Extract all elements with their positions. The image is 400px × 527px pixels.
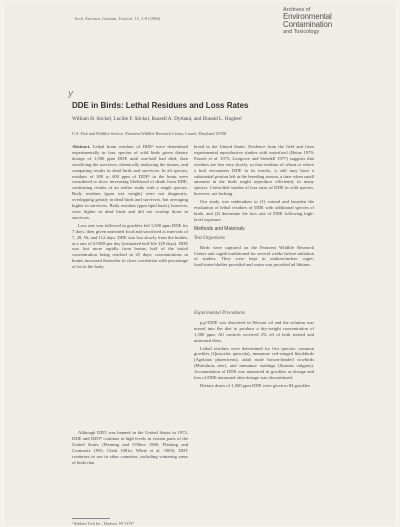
test-organisms-text: Birds were captured on the Patuxent Wildlife Research Center and caged/conditioned for several weeks before initiation of studies. They were kept in outdoor/indoor cages; food/water/shelter provided and water was provided ad libitum.: [194, 244, 314, 268]
footnote-divider: [72, 518, 110, 519]
document-page: [6, 4, 394, 526]
experimental-paragraph-1: p,p'-DDE was dissolved in Wesson oil and the solution was mixed into the diet to produce a dry-weight concentration of 1,500 ppm. All controls received 2% oil of both treated and untreated diets.: [194, 319, 314, 343]
introduction-paragraph: Although DDT was banned in the United States in 1972, DDE and DDT³ continue at high levels in certain parts of the United States (Fleming and O'Shea 1980; Fleming and Cromartie 1981; Clark 1981a; White et al. 1983). DDT continues in use in other countries, including wintering areas of birds that: [72, 430, 188, 465]
citation-line: Arch. Environ. Contam. Toxicol. 15, 1-8 (1986): [74, 16, 161, 21]
experimental-paragraph-3: Dietary doses of 1,500 ppm DDE were given to 84 grackles: [200, 382, 310, 388]
experimental-paragraph-2: Lethal residues were determined for five species: common grackles (Quiscalus quiscula), immature red-winged blackbirds (Agelaius phoeniceus), adult male brown-headed cowbirds (Molothrus ater), and immature starlings (Sturnus vulgaris). Accumulation of DDE was measured in grackles as dosage and loss of DDE measured after dosage was discontinued.: [194, 345, 314, 381]
abstract-paragraph-1: Lethal brain residues of DDE² were determined experimentally in four species of wild birds given dietary dosage of 1,500 ppm DDE until one-half had died, then sacrificing the survivors, chemically analyzing the tissues, and comparing results in dead birds and survivors. In all species, residues of 300 to 400 ppm of DDE³ in the brain were considered to show increasing likelihood of death from DDE, confirming results of an earlier study with a single species. Body residues (ppm wet weight) were not diagnostic, overlapping greatly in dead birds and survivors, but averaging higher in survivors. Body residues (ppm lipid basis), however, were higher in dead birds and did not overlap those in survivors.: [72, 144, 188, 220]
journal-logo-line3: Contamination: [283, 20, 332, 29]
journal-logo-line2: Environmental: [283, 12, 332, 21]
right-column-lower: [194, 308, 314, 391]
test-organisms-heading: Test Organisms: [194, 235, 225, 241]
affiliation-line: U.S. Fish and Wildlife Service, Patuxent Wildlife Research Center, Laurel, Maryland 20708: [72, 131, 227, 136]
abstract-paragraph-2: Loss rate was followed in grackles fed 1,500 ppm DDE for 7 days, then given untreated food and sacrificed at intervals of 7, 28, 56, and 112 days. DDE was lost slowly from the bodies, at a rate of 0.0058 per day (estimated half-life 229 days). DDE was lost more rapidly from brains, half of the initial concentration being reached in 25 days; concentrations in brains increased thereafter in close correlation with percentage of fat in the body.: [72, 222, 188, 270]
right-paragraph-1: breed in the United States. Evidence from the field and from experimental reproductive studies with waterfowl (Heinz 1979; Fassett et al. 1975; Longcore and Stendell 1977) suggests that residues are less very slowly, so that residues of wheat or where a bird encounters DDE in its travels, it still may have a substantial portion left at the breeding season, a time when small amounts in the birds might reproduce efficiently in many species. Controlled studies of loss rates of DDE in wild species, however, are lacking.: [194, 144, 314, 197]
abstract-label: Abstract.: [72, 144, 91, 149]
handwritten-mark: y: [68, 89, 74, 99]
right-column-upper: [194, 144, 314, 270]
left-column-introduction: [72, 430, 188, 467]
experimental-procedures-heading: Experimental Procedures: [194, 311, 245, 316]
journal-logo: [283, 7, 359, 35]
authors-line: William H. Stickel, Lucille F. Stickel, Russell A. Dyrland, and Donald L. Hughes¹: [72, 116, 243, 122]
methods-heading: Methods and Materials: [194, 225, 245, 232]
right-paragraph-2: Our study was undertaken to (1) extend and broaden the evaluation of lethal residues of DDE with additional species of birds, and (2) determine the loss rate of DDE following high-level exposure.: [194, 199, 314, 222]
footnotes: [72, 522, 188, 527]
article-title: DDE in Birds: Lethal Residues and Loss Rates: [72, 101, 249, 110]
footnote-1: ¹ Robbins Tech Inc., Madison, WI 53707: [72, 522, 135, 526]
left-column-abstract: [72, 144, 188, 272]
journal-logo-line4: and Toxicology: [283, 29, 320, 35]
journal-logo-line1: Archives of: [283, 7, 311, 13]
